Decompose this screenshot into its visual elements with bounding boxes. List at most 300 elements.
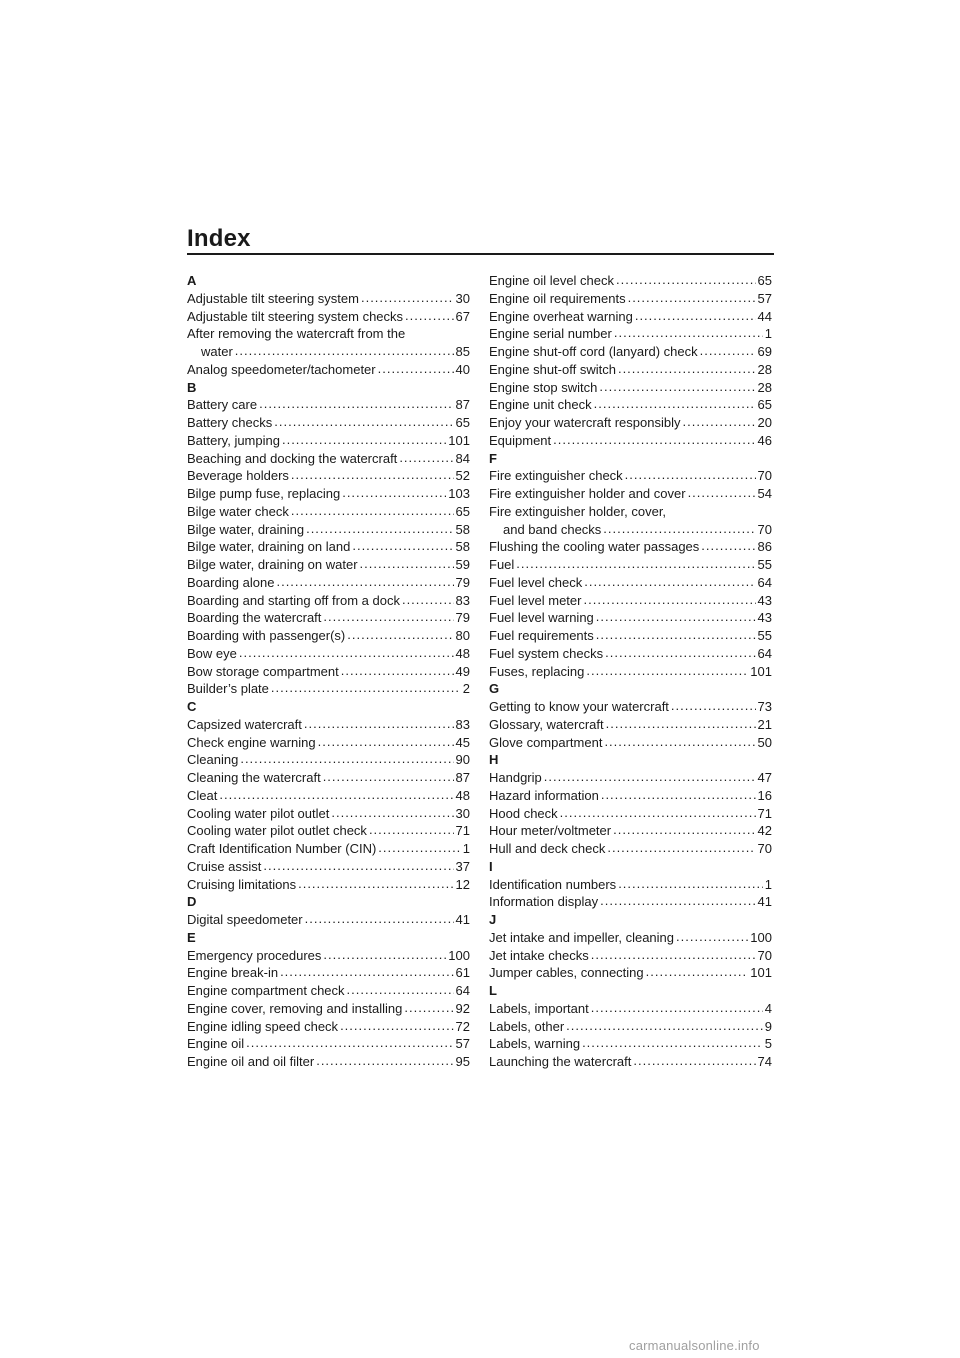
dot-leader [402,592,454,609]
index-entry-page: 54 [757,486,772,501]
index-entry [489,343,772,361]
index-entry-text: Bow eye [187,645,237,661]
index-entry [489,929,772,947]
dot-leader [282,432,446,449]
index-entry [489,805,772,823]
index-entry-page: 30 [455,290,470,306]
index-entry-page: 101 [448,432,470,448]
index-entry [187,1018,470,1036]
index-entry-text: Battery, jumping [187,432,280,448]
dot-leader [340,1018,453,1035]
index-entry-page: 47 [757,770,772,785]
index-entry-page: 20 [757,415,772,430]
index-entry-page: 58 [455,521,470,537]
index-letter-heading: L [489,983,497,998]
dot-leader [239,645,454,662]
dot-leader [405,308,453,325]
index-entry-page: 69 [757,344,772,359]
dot-leader [606,716,756,733]
dot-leader [219,787,453,804]
index-entry-page: 41 [757,894,772,910]
index-entry-page: 28 [757,379,772,395]
index-letter-heading: G [489,681,500,697]
index-entry-text: Engine shut-off cord (lanyard) check [489,344,698,359]
index-entry-text: Cooling water pilot outlet check [187,823,367,839]
index-entry-page: 65 [455,503,470,519]
index-entry [489,609,772,627]
index-entry-page: 70 [757,841,772,856]
dot-leader [635,308,756,325]
dot-leader [361,290,454,307]
index-entry-page: 42 [757,823,772,839]
index-entry [187,680,470,698]
index-entry-page: 73 [757,699,772,714]
dot-leader [605,645,755,662]
index-entry [187,609,470,627]
dot-leader [305,911,454,928]
index-entry-text: Boarding with passenger(s) [187,628,346,643]
index-entry-text: Craft Identification Number (CIN) [187,841,377,856]
index-letter-heading: D [187,894,197,910]
index-entry [187,716,470,734]
footer-watermark: carmanualsonline.info [629,1338,760,1353]
index-entry-text: Engine overheat warning [489,308,633,324]
dot-leader [341,663,454,680]
index-entry-text: Emergency procedures [187,947,322,963]
index-entry [187,858,470,876]
index-entry [489,893,772,911]
index-entry-text: Digital speedometer [187,912,303,927]
index-entry [187,432,470,450]
index-entry-text: water [201,344,233,359]
dot-leader [342,485,446,502]
index-entry-page: 45 [455,734,470,750]
index-entry-page: 57 [757,290,772,306]
index-entry-page: 65 [757,397,772,413]
index-entry [187,982,470,1000]
index-entry-text: Hazard information [489,787,599,803]
index-entry-text: Fuel level check [489,574,583,590]
index-entry-page: 101 [750,663,772,679]
index-entry-text: Cruising limitations [187,876,297,892]
index-entry-text: Check engine warning [187,734,316,750]
dot-leader [600,893,755,910]
index-entry-text: Engine unit check [489,397,592,413]
index-entry [187,911,470,929]
index-entry [187,503,470,521]
index-entry [489,627,772,645]
index-entry-text: Cruise assist [187,858,262,874]
dot-leader [676,929,748,946]
index-entry-text: Bilge water check [187,503,289,519]
index-entry-page: 58 [455,539,470,555]
index-entry [187,627,470,645]
index-entry-page: 48 [455,645,470,661]
index-entry [187,592,470,610]
index-entry [489,840,772,858]
dot-leader [618,876,763,893]
index-entry-page: 21 [757,716,772,732]
index-entry [187,325,470,343]
index-entry-text: Engine serial number [489,326,612,342]
index-entry [489,574,772,592]
index-entry [187,751,470,769]
index-entry-text: Fuses, replacing [489,663,585,679]
index-entry-page: 52 [455,468,470,484]
index-entry [187,521,470,539]
index-entry-page: 71 [455,823,470,839]
index-entry-page: 16 [757,787,772,803]
dot-leader [378,361,454,378]
index-entry [187,467,470,485]
dot-leader [646,964,749,981]
dot-leader [682,414,755,431]
index-entry-page: 65 [757,273,772,288]
index-entry-page: 1 [764,326,772,342]
index-entry [489,787,772,805]
dot-leader [323,947,446,964]
dot-leader [591,1000,763,1017]
dot-leader [613,822,755,839]
index-entry-page: 92 [455,1000,470,1016]
index-entry-text: Fire extinguisher holder and cover [489,486,686,501]
index-entry-page: 87 [455,397,470,413]
index-entry-text: Cleaning the watercraft [187,770,321,785]
index-entry [489,822,772,840]
dot-leader [369,822,454,839]
index-entry [489,1000,772,1018]
index-entry [187,1035,470,1053]
index-entry-text: Fuel level meter [489,592,582,608]
index-entry [187,787,470,805]
index-entry-text: Capsized watercraft [187,716,302,732]
index-entry [187,343,470,361]
index-entry-text: Beverage holders [187,468,289,484]
index-entry-page: 64 [757,645,772,661]
dot-leader [591,947,756,964]
index-entry-text: Handgrip [489,770,542,785]
dot-leader [306,521,453,538]
index-entry-text: Engine cover, removing and installing [187,1000,403,1016]
dot-leader [616,272,756,289]
index-entry-page: 4 [764,1000,772,1016]
dot-leader [246,1035,453,1052]
index-entry-text: Launching the watercraft [489,1054,632,1069]
dot-leader [700,343,756,360]
title-rule [187,253,774,255]
index-entry-page: 9 [764,1018,772,1034]
index-entry-page: 64 [455,983,470,998]
index-entry [187,876,470,894]
index-entry-text: Fire extinguisher check [489,468,623,484]
index-entry-text: Engine shut-off switch [489,361,616,377]
index-entry-page: 43 [757,610,772,626]
index-entry [187,308,470,326]
index-entry-text: Adjustable tilt steering system [187,290,359,306]
dot-leader [582,1035,763,1052]
index-letter-heading: C [187,699,197,714]
dot-leader [633,1053,755,1070]
index-entry-page: 1 [764,876,772,892]
index-entry-page: 64 [757,574,772,590]
dot-leader [594,396,756,413]
dot-leader [601,787,756,804]
index-entry [489,272,772,290]
index-entry [489,467,772,485]
dot-leader [323,609,453,626]
index-entry [187,805,470,823]
dot-leader [323,769,454,786]
index-entry-text: Bilge pump fuse, replacing [187,486,341,501]
dot-leader [399,450,453,467]
dot-leader [259,396,453,413]
dot-leader [280,964,453,981]
index-entry [187,663,470,681]
index-entry-page: 12 [455,876,470,892]
index-entry-page: 41 [455,912,470,927]
index-entry-text: Hour meter/voltmeter [489,823,612,839]
index-entry [489,876,772,894]
index-entry [187,734,470,752]
index-entry-text: Engine idling speed check [187,1018,339,1034]
index-entry-text: Hood check [489,805,558,821]
dot-leader [599,379,755,396]
dot-leader [352,538,453,555]
index-entry-page: 80 [455,628,470,643]
index-entry-page: 103 [448,486,470,501]
dot-leader [671,698,756,715]
index-entry-text: Getting to know your watercraft [489,699,669,714]
index-entry-text: Engine stop switch [489,379,598,395]
index-entry-text: Builder’s plate [187,681,269,697]
index-entry [489,538,772,556]
index-entry-text: Bilge water, draining on water [187,557,358,572]
index-entry-text: Engine compartment check [187,983,345,998]
index-entry-text: Jet intake checks [489,947,589,963]
index-entry [489,290,772,308]
index-entry-text: Jumper cables, connecting [489,965,644,981]
index-entry [489,379,772,397]
index-entry [187,1053,470,1071]
dot-leader [688,485,756,502]
dot-leader [378,840,460,857]
index-entry-page: 50 [757,734,772,750]
index-entry-page: 44 [757,308,772,324]
dot-leader [604,734,755,751]
index-entry-page: 70 [757,947,772,963]
index-letter-heading: A [187,273,197,288]
dot-leader [291,467,454,484]
index-entry-text: Analog speedometer/tachometer [187,361,376,377]
index-entry-text: Engine oil and oil filter [187,1054,315,1069]
index-entry [489,1018,772,1036]
index-entry-page: 101 [750,965,772,981]
index-entry [187,1000,470,1018]
index-entry-page: 100 [750,929,772,945]
dot-leader [331,805,453,822]
index-entry-page: 55 [757,557,772,572]
dot-leader [553,432,755,449]
index-entry-text: Fuel system checks [489,645,604,661]
dot-leader [276,574,453,591]
dot-leader [291,503,454,520]
index-letter-heading: J [489,912,497,927]
index-entry [187,556,470,574]
index-entry-page: 79 [455,574,470,590]
index-entry-page: 5 [764,1036,772,1052]
index-entry-page: 61 [455,965,470,981]
index-entry [187,396,470,414]
index-entry-page: 28 [757,361,772,377]
index-entry-text: Beaching and docking the watercraft [187,450,398,466]
index-entry-text: Cleat [187,787,218,803]
dot-leader [347,627,453,644]
index-entry [489,361,772,379]
dot-leader [240,751,453,768]
index-entry-page: 48 [455,787,470,803]
index-entry-text: Engine oil level check [489,273,615,288]
index-letter-heading: B [187,379,197,395]
index-entry-page: 79 [455,610,470,626]
index-entry [187,414,470,432]
index-entry [489,663,772,681]
index-entry-page: 90 [455,752,470,768]
index-entry [187,822,470,840]
index-entry-text: Bilge water, draining on land [187,539,351,555]
index-entry [489,521,772,539]
index-entry-text: Adjustable tilt steering system checks [187,308,404,324]
dot-leader [235,343,454,360]
index-entry-text: Labels, warning [489,1036,581,1052]
dot-leader [298,876,453,893]
index-entry-page: 70 [757,468,772,484]
dot-leader [603,521,755,538]
index-entry-page: 37 [455,858,470,874]
index-entry-text: Boarding and starting off from a dock [187,592,400,608]
index-entry-text: Hull and deck check [489,841,606,856]
index-entry-page: 87 [455,770,470,785]
index-entry-page: 67 [455,308,470,324]
index-entry-page: 100 [448,947,470,963]
index-entry [489,716,772,734]
index-entry-text: Cleaning [187,752,239,768]
dot-leader [560,805,756,822]
dot-leader [544,769,756,786]
index-entry-page: 85 [455,344,470,359]
index-entry [489,698,772,716]
index-entry-text: Labels, other [489,1018,565,1034]
index-column-right [489,272,772,1071]
index-entry [187,769,470,787]
dot-leader [274,414,453,431]
dot-leader [701,538,755,555]
index-entry-text: Glossary, watercraft [489,716,604,732]
index-entry [489,432,772,450]
index-entry-page: 71 [757,805,772,821]
index-entry-text: After removing the watercraft from the [187,326,406,342]
dot-leader [566,1018,763,1035]
index-entry [187,450,470,468]
index-entry-text: Engine break-in [187,965,279,981]
index-entry [489,414,772,432]
index-entry-page: 30 [455,805,470,821]
index-entry [489,1035,772,1053]
index-entry-page: 55 [757,628,772,643]
dot-leader [404,1000,453,1017]
index-entry [489,769,772,787]
index-entry [187,964,470,982]
index-entry-page: 95 [455,1054,470,1069]
index-entry [187,485,470,503]
dot-leader [586,663,748,680]
index-entry-page: 40 [455,361,470,377]
index-entry [187,645,470,663]
index-entry-page: 72 [455,1018,470,1034]
index-entry [489,485,772,503]
dot-leader [628,290,756,307]
index-entry-text: Fuel level warning [489,610,594,626]
index-entry-page: 1 [462,841,470,856]
index-column-left [187,272,470,1071]
index-entry [187,538,470,556]
dot-leader [596,609,756,626]
index-entry [489,947,772,965]
index-entry-page: 59 [455,557,470,572]
index-entry-page: 74 [757,1054,772,1069]
index-entry-page: 2 [462,681,470,697]
index-entry [489,964,772,982]
index-entry-text: Cooling water pilot outlet [187,805,330,821]
index-entry [187,840,470,858]
index-entry [489,325,772,343]
dot-leader [263,858,453,875]
dot-leader [271,680,461,697]
index-entry-text: Fuel [489,557,515,572]
dot-leader [584,574,755,591]
index-entry-page: 65 [455,415,470,430]
index-entry-page: 84 [455,450,470,466]
dot-leader [316,1053,453,1070]
index-entry-text: Fuel requirements [489,628,594,643]
index-entry-text: Labels, important [489,1000,589,1016]
index-entry-page: 49 [455,663,470,679]
index-entry-page: 83 [455,716,470,732]
index-entry-text: Engine oil requirements [489,290,626,306]
index-entry-page: 57 [455,1036,470,1052]
index-entry-page: 86 [757,539,772,555]
index-entry-page: 43 [757,592,772,608]
index-entry [489,1053,772,1071]
dot-leader [304,716,454,733]
index-entry-page: 70 [757,521,772,537]
index-entry-text: Flushing the cooling water passages [489,539,700,555]
index-entry-text: Jet intake and impeller, cleaning [489,929,675,945]
index-entry-page: 83 [455,592,470,608]
index-entry-text: Battery checks [187,415,273,430]
page-title: Index [187,225,251,252]
index-entry [489,734,772,752]
index-entry [489,645,772,663]
index-entry-text: Boarding the watercraft [187,610,322,626]
index-entry [489,308,772,326]
dot-leader [583,592,755,609]
dot-leader [347,982,454,999]
index-entry-text: Bilge water, draining [187,521,305,537]
dot-leader [596,627,756,644]
index-entry-text: Information display [489,894,599,910]
index-entry [187,290,470,308]
index-entry-text: Fire extinguisher holder, cover, [489,503,667,519]
